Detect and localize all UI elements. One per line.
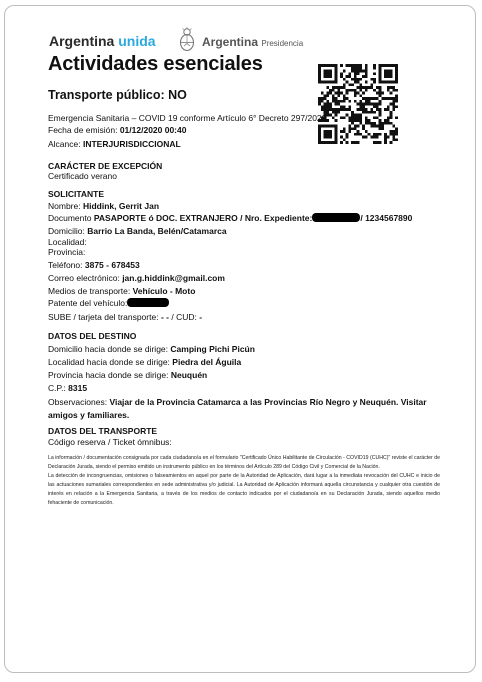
sube-value: - - [160, 312, 169, 322]
destination-address-label: Domicilio hacia donde se dirige: [48, 344, 169, 354]
applicant-transport-row [48, 286, 195, 297]
page-title: Actividades esenciales [48, 53, 263, 75]
destination-locality-value: Piedra del Águila [172, 357, 242, 367]
transport-code-label: Código reserva / Ticket ómnibus: [48, 437, 172, 447]
brand-right-text: Argentina [202, 35, 259, 49]
address-value: Barrio La Banda, Belén/Catamarca [87, 226, 227, 236]
argentina-unida-logo [49, 33, 156, 49]
transport-heading: DATOS DEL TRANSPORTE [48, 426, 158, 436]
applicant-email-row [48, 273, 225, 284]
address-label: Domicilio: [48, 226, 85, 236]
destination-address-row [48, 344, 255, 355]
destination-cp-label: C.P.: [48, 383, 66, 393]
issue-date-label: Fecha de emisión: [48, 125, 118, 135]
destination-address-value: Camping Pichi Picún [170, 344, 255, 354]
destination-heading: DATOS DEL DESTINO [48, 331, 137, 341]
applicant-heading: SOLICITANTE [48, 189, 105, 199]
legal-paragraph: La información / documentación consignada por cada ciudadano/a en el formulario "Certificado Único Habilitante de Circulación - COVID19 (CUHC)" reviste el carácter de Declaración Jurada, siendo el permiso emitido un instrumento público en los términos del Artículo 289 del Código Civil y Comercial de la Nación. [48, 455, 440, 470]
email-value: jan.g.hiddink@gmail.com [122, 273, 225, 283]
applicant-name-value: Hiddink, Gerrit Jan [82, 201, 160, 211]
destination-province-value: Neuquén [170, 370, 208, 380]
brand-left-accent: unida [118, 33, 156, 49]
destination-locality-row [48, 357, 241, 368]
applicant-province-label: Provincia: [48, 247, 86, 257]
document-label: Documento [48, 213, 92, 223]
applicant-locality-label: Localidad: [48, 237, 87, 247]
destination-locality-label: Localidad hacia donde se dirige: [48, 357, 170, 367]
issue-date-value: 01/12/2020 00:40 [119, 125, 187, 135]
brand-right-sub: Presidencia [261, 39, 304, 48]
scope-label: Alcance: [48, 139, 81, 149]
destination-cp-value: 8315 [68, 383, 88, 393]
applicant-name-label: Nombre: [48, 201, 81, 211]
email-label: Correo electrónico: [48, 273, 120, 283]
redacted-expediente [312, 213, 360, 222]
applicant-document-row [48, 213, 412, 224]
applicant-plate-row [48, 298, 169, 309]
applicant-sube-row [48, 312, 202, 323]
observations-label: Observaciones: [48, 397, 108, 407]
document-value: PASAPORTE ó DOC. EXTRANJERO / Nro. Expediente: [93, 213, 313, 223]
scope-row [48, 139, 181, 150]
applicant-name-row [48, 201, 159, 212]
transport-means-label: Medios de transporte: [48, 286, 131, 296]
argentina-presidencia-logo [202, 35, 303, 49]
destination-province-label: Provincia hacia donde se dirige: [48, 370, 169, 380]
phone-label: Teléfono: [48, 260, 83, 270]
exception-value: Certificado verano [48, 171, 117, 181]
document-suffix: / 1234567890 [360, 213, 413, 223]
observations [48, 396, 446, 422]
transport-means-value: Vehículo - Moto [132, 286, 196, 296]
redacted-plate [127, 298, 169, 307]
sube-label: SUBE / tarjeta del transporte: [48, 312, 159, 322]
cud-label: / CUD: [171, 312, 197, 322]
emergency-line: Emergencia Sanitaria – COVID 19 conforme Artículo 6° Decreto 297/2020 [48, 113, 327, 123]
cud-value: - [199, 312, 203, 322]
destination-cp-row [48, 383, 87, 394]
applicant-address-row [48, 226, 227, 237]
issue-date-row [48, 125, 186, 136]
scope-value: INTERJURISDICCIONAL [82, 139, 181, 149]
legal-paragraph: La detección de incongruencias, omisiones o falseamientos en aquel por parte de la Autoridad de Aplicación, dará lugar a la inmediata revocación del CUHC e inicio de las actuaciones sumariales correspondientes en sede administrativa y/o judicial. La Autoridad de Aplicación informará aquella circunstancia y cualquier otra cuestión de interés en relación a la Emergencia Sanitaria, a través de los medios de contacto indicados por el ciudadano/a en su Declaración Jurada, siendo aquellos medio fehaciente de comunicación. [48, 473, 440, 506]
coat-of-arms-icon [178, 27, 196, 53]
observations-value: Viajar de la Provincia Catamarca a las Provincias Río Negro y Neuquén. Visitar amigos y familiares. [48, 397, 427, 420]
page-subtitle: Transporte público: NO [48, 88, 187, 102]
exception-heading: CARÁCTER DE EXCEPCIÓN [48, 161, 163, 171]
destination-province-row [48, 370, 207, 381]
qr-code-icon [318, 64, 398, 144]
plate-label: Patente del vehículo: [48, 298, 128, 308]
brand-left-text: Argentina [49, 33, 115, 49]
applicant-phone-row [48, 260, 140, 271]
legal-disclaimer [48, 454, 440, 508]
phone-value: 3875 - 678453 [84, 260, 140, 270]
